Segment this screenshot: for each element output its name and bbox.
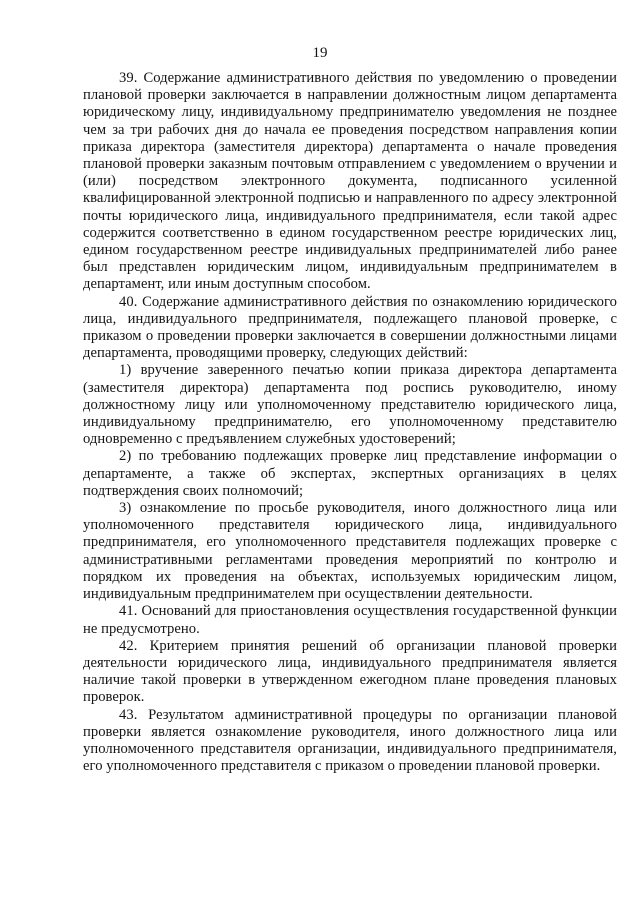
paragraph-40-item-1: 1) вручение заверенного печатью копии приказа директора департамента (заместителя директора) департамента под роспись руководителю, иному должностному лицу или уполномоченному представителю юридического лица, индивидуальному предпринимателю, его уполномоченному представителю одновременно с предъявлением служебных удостоверений;: [83, 362, 617, 448]
paragraph-42: 42. Критерием принятия решений об организации плановой проверки деятельности юридического лица, индивидуального предпринимателя является наличие такой проверки в утвержденном ежегодном плане проведения плановых проверок.: [83, 637, 617, 706]
paragraph-41: 41. Оснований для приостановления осуществления государственной функции не предусмотрено.: [83, 603, 617, 637]
paragraph-39: 39. Содержание административного действия по уведомлению о проведении плановой проверки заключается в направлении должностным лицом департамента юридическому лицу, индивидуальному предпринимателю уведомления не позднее чем за три рабочих дня до начала ее проведения посредством направления копии приказа директора (заместителя директора) департамента о начале проведения плановой проверки заказным почтовым отправлением с уведомлением о вручении и (или) посредством электронного документа, подписанного усиленной квалифицированной электронной подписью и направленного по адресу электронной почты юридического лица, индивидуального предпринимателя, если такой адрес содержится соответственно в едином государственном реестре юридических лиц, едином государственном реестре индивидуальных предпринимателей либо ранее был представлен юридическим лицом, индивидуальным предпринимателем в департамент, или иным доступным способом.: [83, 70, 617, 293]
paragraph-40-item-2: 2) по требованию подлежащих проверке лиц представление информации о департаменте, а также об экспертах, экспертных организациях в целях подтверждения своих полномочий;: [83, 448, 617, 499]
paragraph-40: 40. Содержание административного действия по ознакомлению юридического лица, индивидуального предпринимателя, подлежащего плановой проверке, с приказом о проведении проверки заключается в совершении должностными лицами департамента, проводящими проверку, следующих действий:: [83, 293, 617, 362]
page-number: 19: [312, 45, 328, 61]
document-body: [83, 70, 617, 775]
paragraph-43: 43. Результатом административной процедуры по организации плановой проверки является ознакомление руководителя, иного должностного лица или уполномоченного представителя организации, индивидуального предпринимателя, его уполномоченного представителя с приказом о проведении плановой проверки.: [83, 706, 617, 775]
paragraph-40-item-3: 3) ознакомление по просьбе руководителя, иного должностного лица или уполномоченного представителя юридического лица, индивидуального предпринимателя, его уполномоченного представителя подлежащих проверке с административными регламентами проведения мероприятий по контролю и порядком их проведения на объектах, используемых юридическим лицом, индивидуальным предпринимателем при осуществлении деятельности.: [83, 500, 617, 603]
